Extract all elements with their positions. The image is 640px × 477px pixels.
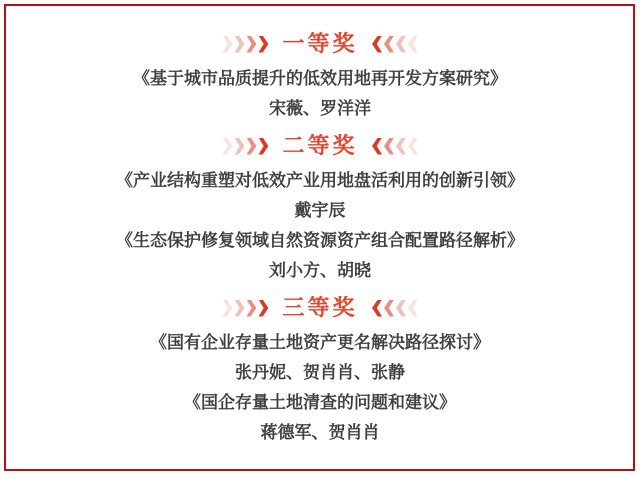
chevrons-right-icon bbox=[222, 300, 268, 317]
chevrons-left-icon bbox=[372, 138, 418, 155]
award-entry bbox=[0, 393, 640, 443]
award-entry bbox=[0, 333, 640, 383]
entry-title: 《基于城市品质提升的低效用地再开发方案研究》 bbox=[133, 69, 507, 88]
entry-title: 《产业结构重塑对低效产业用地盘活利用的创新引领》 bbox=[116, 171, 524, 190]
chevrons-right-icon bbox=[222, 36, 268, 53]
chevrons-left-icon bbox=[372, 36, 418, 53]
entry-authors: 刘小方、胡晓 bbox=[269, 261, 371, 280]
entry-authors: 蒋德军、贺肖肖 bbox=[260, 423, 380, 442]
entry-title: 《国企存量土地清查的问题和建议》 bbox=[184, 393, 456, 412]
award-entry bbox=[0, 231, 640, 281]
award-entry bbox=[0, 171, 640, 221]
section-header-first-prize bbox=[0, 29, 640, 59]
chevrons-left-icon bbox=[372, 300, 418, 317]
entry-title: 《生态保护修复领域自然资源资产组合配置路径解析》 bbox=[116, 231, 524, 250]
award-entry bbox=[0, 69, 640, 119]
section-third-prize bbox=[0, 293, 640, 443]
section-title: 三等奖 bbox=[282, 295, 358, 320]
section-first-prize bbox=[0, 29, 640, 119]
entry-authors: 戴宇辰 bbox=[294, 201, 346, 220]
section-header-second-prize bbox=[0, 131, 640, 161]
section-second-prize bbox=[0, 131, 640, 281]
entry-authors: 张丹妮、贺肖肖、张静 bbox=[235, 363, 405, 382]
section-header-third-prize bbox=[0, 293, 640, 323]
section-title: 二等奖 bbox=[282, 133, 358, 158]
section-title: 一等奖 bbox=[282, 31, 358, 56]
entry-authors: 宋薇、罗洋洋 bbox=[269, 99, 371, 118]
entry-title: 《国有企业存量土地资产更名解决路径探讨》 bbox=[150, 333, 490, 352]
chevrons-right-icon bbox=[222, 138, 268, 155]
